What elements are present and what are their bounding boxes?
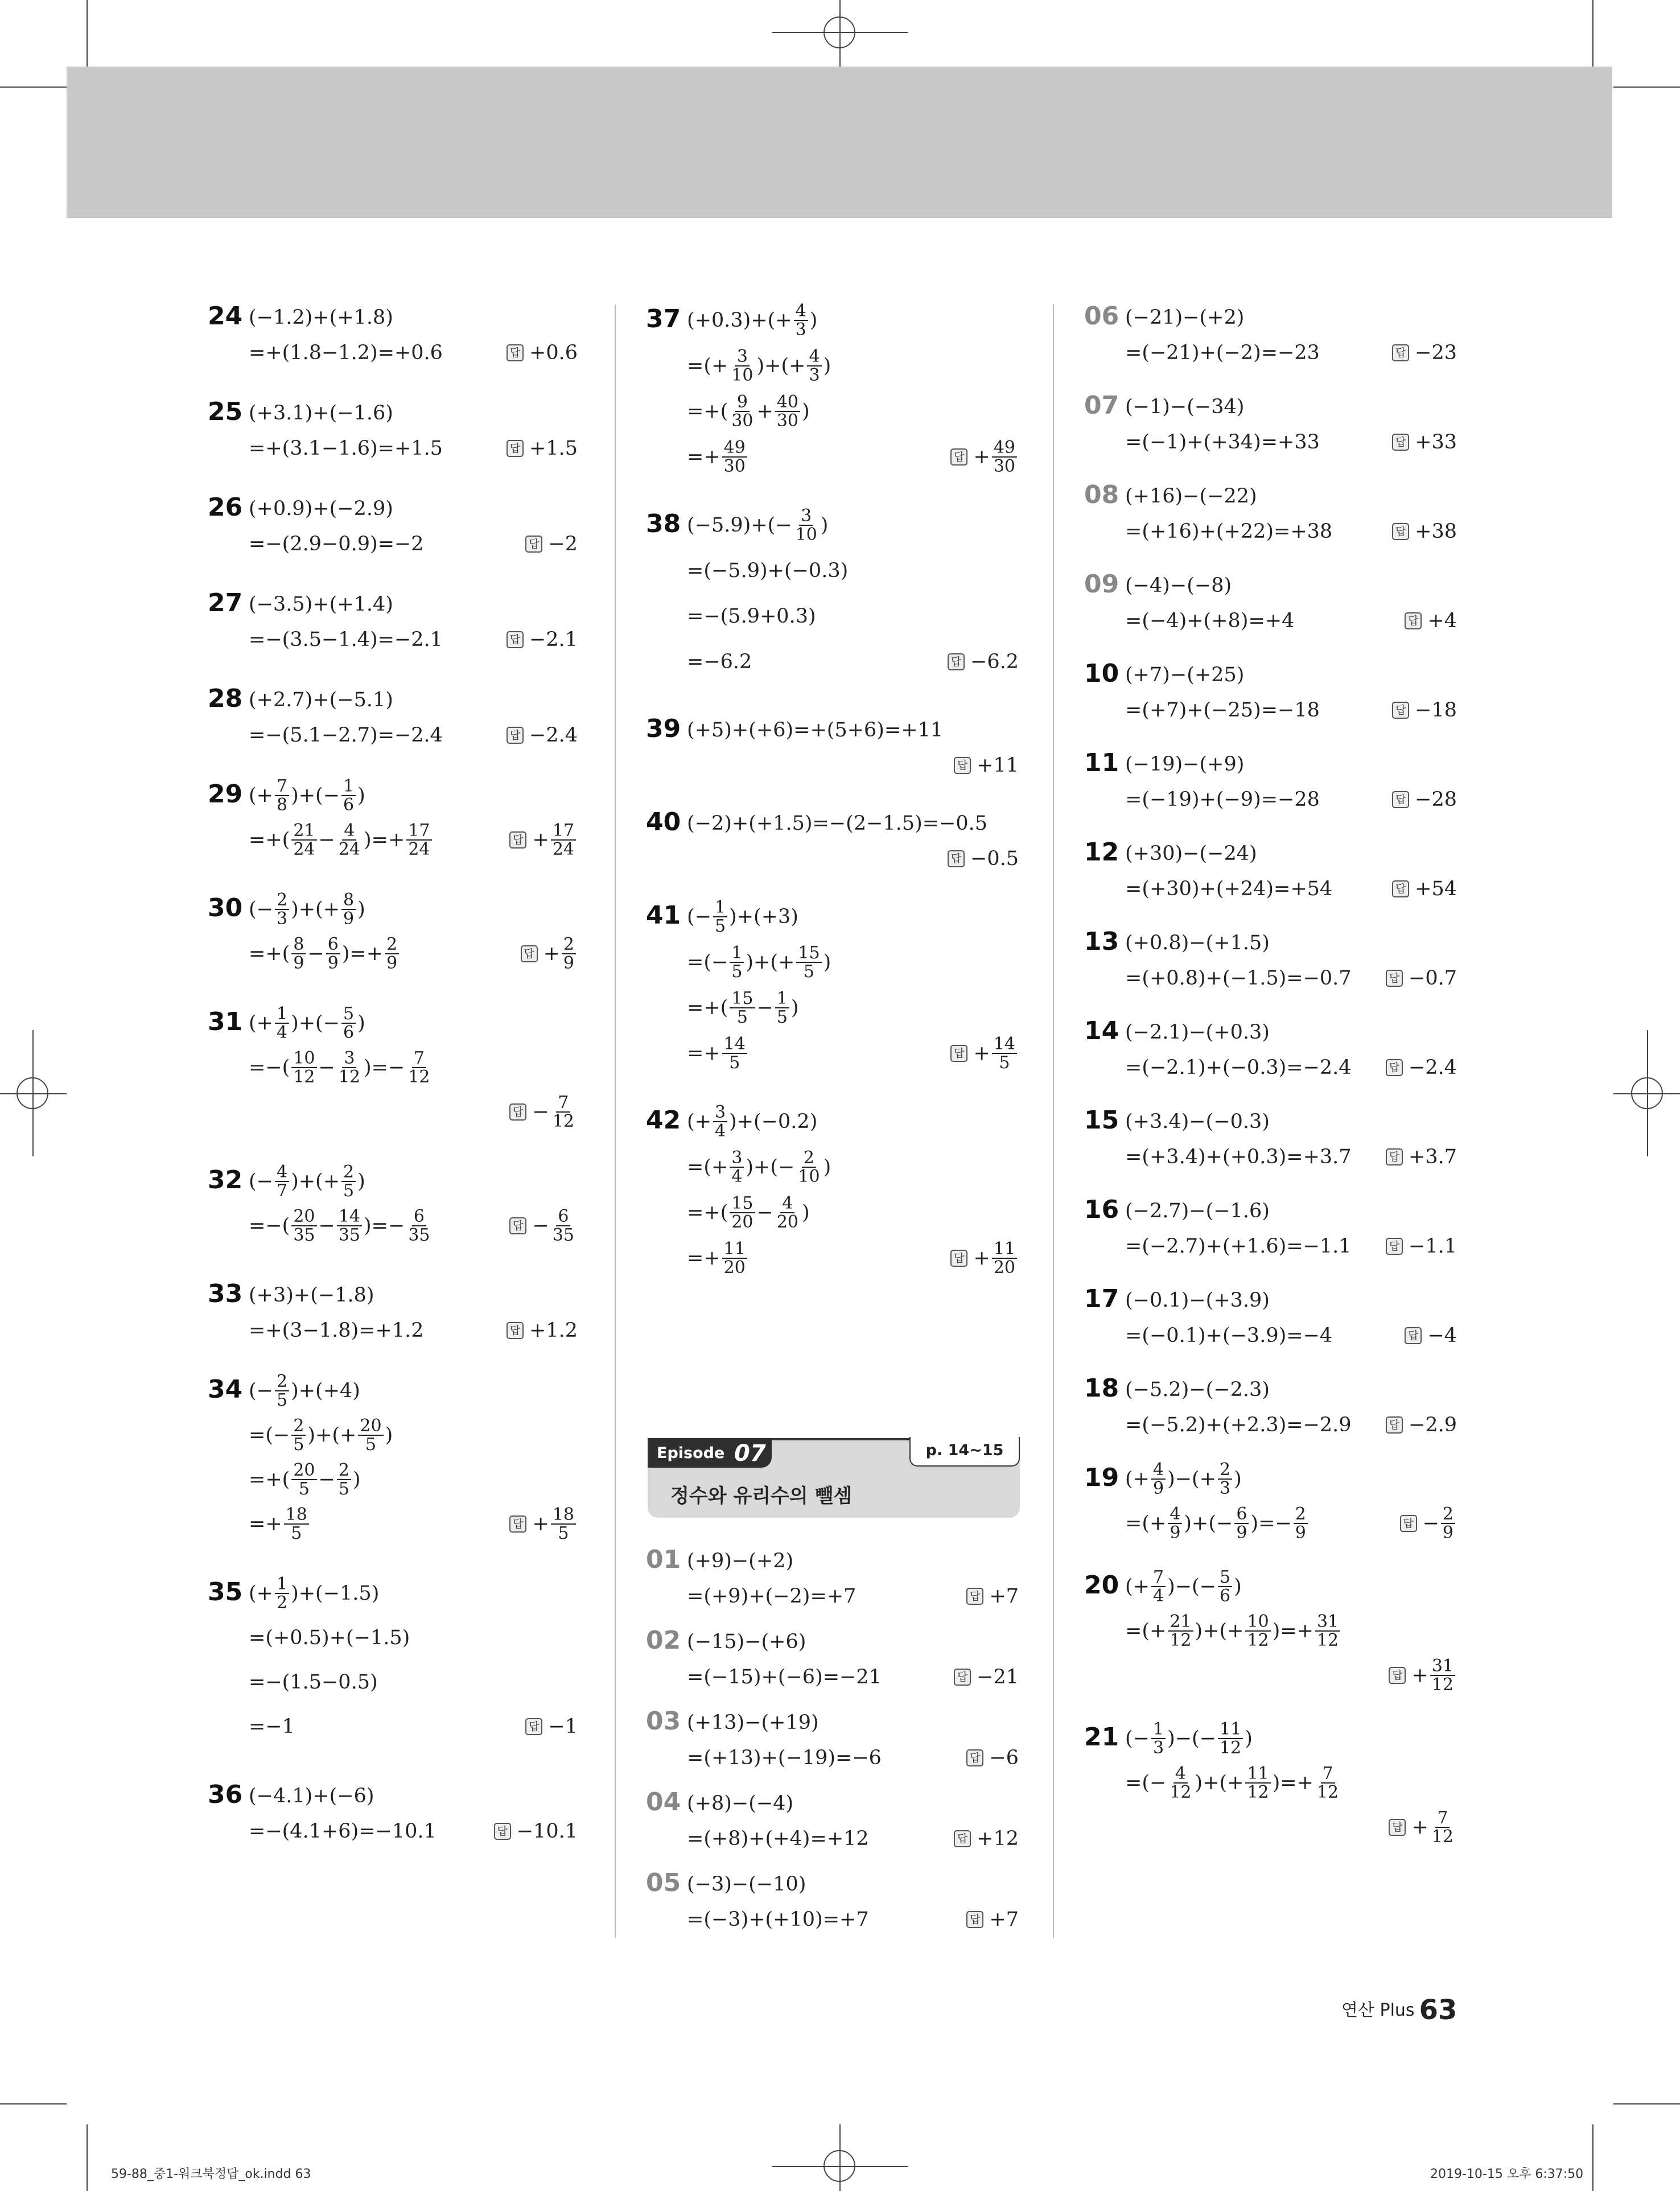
- expression-line: =(−3)+(+10)=+7: [687, 1908, 869, 1931]
- answer-mark-icon: 답: [525, 536, 542, 553]
- answer-mark-icon: 답: [954, 1830, 971, 1847]
- answer-mark-icon: 답: [507, 631, 524, 648]
- problem-18: [1084, 1374, 1457, 1450]
- answer: 답 + $\frac{14}{5}$: [950, 1031, 1019, 1076]
- answer-mark-icon: 답: [507, 344, 524, 361]
- expression-line: =(−4)+(+8)=+4: [1125, 609, 1295, 632]
- problem-13: [1084, 927, 1457, 1003]
- expression-line: =(+ $\frac{4}{9}$ )+(− $\frac{6}{9}$ )=− $\frac{2}{9}$: [1125, 1501, 1310, 1546]
- problem-31: [208, 1003, 578, 1146]
- expression-line: =(−15)+(−6)=−21: [687, 1665, 882, 1688]
- expression-line: =+(1.8−1.2)=+0.6: [249, 341, 443, 364]
- answer: 답 −23: [1392, 335, 1457, 370]
- expression-line: =(+8)+(+4)=+12: [687, 1827, 869, 1850]
- episode-title: 정수와 유리수의 뺄셈: [670, 1485, 853, 1508]
- problem-number: 18: [1084, 1374, 1119, 1403]
- expression-line: (+2.7)+(−5.1): [249, 688, 393, 711]
- answer: 답 −6.2: [948, 639, 1019, 685]
- problem-33: [208, 1279, 578, 1356]
- expression-line: =+( $\frac{15}{20}$ − $\frac{4}{20}$ ): [687, 1193, 810, 1232]
- expression-line: (−1.2)+(+1.8): [249, 306, 393, 329]
- expression-line: (+8)−(−4): [687, 1791, 794, 1815]
- problem-number: 30: [208, 893, 243, 922]
- answer: 답 −1: [525, 1704, 578, 1749]
- problem-number: 20: [1084, 1571, 1119, 1600]
- expression-line: =(+0.8)+(−1.5)=−0.7: [1125, 966, 1352, 990]
- expression-line: (+0.9)+(−2.9): [249, 497, 393, 520]
- expression-line: =(− $\frac{2}{5}$ )+(+ $\frac{20}{5}$ ): [249, 1415, 393, 1455]
- problem-17: [1084, 1284, 1457, 1361]
- crop-mark: [1592, 0, 1593, 67]
- answer-mark-icon: 답: [948, 850, 965, 867]
- problem-number: 37: [646, 304, 681, 333]
- answer-mark-icon: 답: [950, 1045, 967, 1062]
- answer-mark-icon: 답: [507, 1322, 524, 1339]
- expression-line: (− $\frac{1}{3}$ )−(− $\frac{11}{12}$ ): [1125, 1719, 1253, 1758]
- expression-line: =−( $\frac{10}{12}$ − $\frac{3}{12}$ )=− $\frac{7}{12}$: [249, 1048, 430, 1087]
- problem-41: [646, 897, 1019, 1089]
- crop-mark: [87, 0, 88, 67]
- expression-line: (+ $\frac{1}{4}$ )+(− $\frac{5}{6}$ ): [249, 1003, 365, 1043]
- expression-line: =(−5.2)+(+2.3)=−2.9: [1125, 1413, 1352, 1436]
- crop-mark: [0, 2103, 67, 2104]
- problem-02: [646, 1626, 1019, 1702]
- expression-line: =+( $\frac{15}{5}$ − $\frac{1}{5}$ ): [687, 988, 799, 1027]
- problem-39: [646, 714, 1019, 790]
- episode-page-ref: p. 14~15: [909, 1437, 1020, 1467]
- expression-line: (+13)−(+19): [687, 1711, 819, 1734]
- expression-line: =−(1.5−0.5): [249, 1670, 378, 1694]
- expression-line: (+5)+(+6)=+(5+6)=+11: [687, 718, 944, 742]
- expression-line: (−4)−(−8): [1125, 574, 1232, 597]
- answer: 답 + $\frac{7}{12}$: [1389, 1805, 1457, 1850]
- answer-mark-icon: 답: [1405, 612, 1422, 629]
- expression-line: =+( $\frac{21}{24}$ − $\frac{4}{24}$ )=+ $\frac{17}{24}$: [249, 818, 434, 862]
- expression-line: =−(5.9+0.3): [687, 604, 816, 628]
- problem-number: 12: [1084, 838, 1119, 867]
- problem-number: 42: [646, 1106, 681, 1135]
- expression-line: =(+30)+(+24)=+54: [1125, 877, 1333, 900]
- problem-10: [1084, 659, 1457, 735]
- problem-number: 02: [646, 1626, 681, 1655]
- problem-number: 16: [1084, 1195, 1119, 1224]
- answer-mark-icon: 답: [507, 440, 524, 457]
- problem-number: 19: [1084, 1463, 1119, 1492]
- problem-09: [1084, 570, 1457, 646]
- expression-line: (−2.7)−(−1.6): [1125, 1199, 1270, 1222]
- expression-line: (−2.1)−(+0.3): [1125, 1020, 1270, 1044]
- expression-line: =+(3.1−1.6)=+1.5: [249, 436, 443, 460]
- crop-mark: [0, 87, 67, 88]
- expression-line: (+3.4)−(−0.3): [1125, 1110, 1270, 1133]
- answer-mark-icon: 답: [948, 653, 965, 670]
- expression-line: =(−19)+(−9)=−28: [1125, 788, 1320, 811]
- expression-line: (+3.1)+(−1.6): [249, 401, 393, 425]
- problem-number: 24: [208, 302, 243, 331]
- problem-number: 05: [646, 1868, 681, 1897]
- expression-line: (− $\frac{1}{5}$ )+(+3): [687, 897, 798, 936]
- answer: 답 +54: [1392, 871, 1457, 907]
- problem-number: 34: [208, 1375, 243, 1404]
- problem-number: 33: [208, 1279, 243, 1308]
- answer: 답 +0.6: [507, 335, 578, 370]
- answer-mark-icon: 답: [494, 1823, 511, 1840]
- answer-mark-icon: 답: [1389, 1819, 1406, 1836]
- problem-21: [1084, 1719, 1457, 1861]
- episode-header: [648, 1438, 1020, 1518]
- expression-line: (− $\frac{2}{5}$ )+(+4): [249, 1371, 360, 1410]
- problem-number: 38: [646, 509, 681, 538]
- expression-line: =−(3.5−1.4)=−2.1: [249, 628, 443, 651]
- answer: 답 −6: [966, 1740, 1019, 1776]
- problem-number: 26: [208, 493, 243, 522]
- expression-line: (+ $\frac{7}{4}$ )−(− $\frac{5}{6}$ ): [1125, 1567, 1242, 1606]
- answer-mark-icon: 답: [966, 1911, 983, 1928]
- problem-26: [208, 493, 578, 569]
- expression-line: =(+0.5)+(−1.5): [249, 1626, 410, 1649]
- problem-25: [208, 397, 578, 473]
- answer-mark-icon: 답: [966, 1749, 983, 1766]
- answer: 답 − $\frac{2}{9}$: [1400, 1501, 1457, 1546]
- problem-14: [1084, 1016, 1457, 1093]
- expression-line: (+7)−(+25): [1125, 663, 1245, 686]
- page-number: 63: [1419, 1994, 1457, 2026]
- answer-mark-icon: 답: [950, 448, 967, 466]
- answer: 답 −2.9: [1386, 1407, 1457, 1443]
- expression-line: =(+7)+(−25)=−18: [1125, 698, 1320, 722]
- answer-mark-icon: 답: [1386, 1148, 1403, 1165]
- expression-line: (−2)+(+1.5)=−(2−1.5)=−0.5: [687, 812, 988, 835]
- answer: 답 +11: [954, 748, 1019, 783]
- answer-mark-icon: 답: [954, 1669, 971, 1686]
- problem-number: 25: [208, 397, 243, 426]
- problem-15: [1084, 1106, 1457, 1182]
- problem-03: [646, 1707, 1019, 1783]
- answer-mark-icon: 답: [1400, 1515, 1417, 1532]
- answer-mark-icon: 답: [1392, 344, 1409, 361]
- problem-36: [208, 1780, 578, 1856]
- problem-37: [646, 300, 1019, 492]
- expression-line: (−1)−(−34): [1125, 395, 1245, 418]
- column-divider: [1053, 304, 1054, 1938]
- expression-line: (−5.9)+(− $\frac{3}{10}$ ): [687, 505, 829, 545]
- answer-mark-icon: 답: [1392, 880, 1409, 897]
- expression-line: =(+16)+(+22)=+38: [1125, 520, 1333, 543]
- problem-32: [208, 1162, 578, 1260]
- crop-mark: [1613, 2103, 1680, 2104]
- expression-line: =−1: [249, 1715, 295, 1738]
- problem-20: [1084, 1567, 1457, 1710]
- expression-line: =+( $\frac{8}{9}$ − $\frac{6}{9}$ )=+ $\frac{2}{9}$: [249, 932, 401, 976]
- expression-line: =(−2.1)+(−0.3)=−2.4: [1125, 1056, 1352, 1079]
- expression-line: (+ $\frac{4}{9}$ )−(+ $\frac{2}{3}$ ): [1125, 1459, 1242, 1498]
- problem-number: 29: [208, 780, 243, 809]
- expression-line: (−3.5)+(+1.4): [249, 592, 393, 616]
- expression-line: =(+ $\frac{21}{12}$ )+(+ $\frac{10}{12}$ )=+ $\frac{31}{12}$: [1125, 1609, 1342, 1653]
- problem-number: 07: [1084, 391, 1119, 420]
- problem-24: [208, 302, 578, 378]
- problem-number: 14: [1084, 1016, 1119, 1045]
- answer: 답 + $\frac{49}{30}$: [950, 434, 1019, 480]
- problem-number: 35: [208, 1578, 243, 1607]
- page-footer: [1341, 1994, 1457, 2026]
- answer-mark-icon: 답: [1392, 791, 1409, 808]
- answer: 답 −2: [525, 526, 578, 562]
- problem-27: [208, 588, 578, 665]
- problem-40: [646, 808, 1019, 884]
- problem-number: 39: [646, 714, 681, 743]
- problem-number: 01: [646, 1545, 681, 1574]
- expression-line: (−15)−(+6): [687, 1630, 806, 1653]
- problem-number: 36: [208, 1780, 243, 1809]
- slug-file: 59-88_중1-워크북정답_ok.indd 63: [111, 2167, 311, 2181]
- problem-number: 27: [208, 588, 243, 617]
- episode-number: 07: [734, 1440, 766, 1467]
- answer: 답 −0.5: [948, 841, 1019, 876]
- expression-line: =+ $\frac{11}{20}$: [687, 1235, 749, 1281]
- answer: 답 −0.7: [1386, 961, 1457, 996]
- header-banner: [67, 67, 1612, 218]
- problem-06: [1084, 302, 1457, 378]
- answer: 답 +1.2: [507, 1313, 578, 1348]
- problem-42: [646, 1102, 1019, 1294]
- answer-mark-icon: 답: [509, 1515, 526, 1533]
- problem-number: 03: [646, 1707, 681, 1736]
- column-divider: [615, 304, 616, 1938]
- answer-mark-icon: 답: [954, 757, 971, 774]
- problem-08: [1084, 480, 1457, 557]
- expression-line: =(+ $\frac{3}{10}$ )+(+ $\frac{4}{3}$ ): [687, 346, 831, 385]
- problem-11: [1084, 748, 1457, 825]
- expression-line: (−3)−(−10): [687, 1872, 806, 1896]
- problem-05: [646, 1868, 1019, 1945]
- expression-line: =(−21)+(−2)=−23: [1125, 341, 1320, 364]
- expression-line: =+ $\frac{18}{5}$: [249, 1502, 311, 1546]
- answer: 답 + $\frac{2}{9}$: [521, 932, 578, 976]
- expression-line: (−0.1)−(+3.9): [1125, 1288, 1270, 1312]
- problem-16: [1084, 1195, 1457, 1271]
- answer: 답 − $\frac{7}{12}$: [509, 1090, 578, 1134]
- expression-line: (+ $\frac{7}{8}$ )+(− $\frac{1}{6}$ ): [249, 776, 365, 815]
- expression-line: =(+3.4)+(+0.3)=+3.7: [1125, 1145, 1352, 1168]
- answer-mark-icon: 답: [1405, 1327, 1422, 1344]
- registration-line: [1647, 1030, 1648, 1156]
- answer: 답 +12: [954, 1821, 1019, 1856]
- expression-line: (−5.2)−(−2.3): [1125, 1378, 1270, 1401]
- episode-tag: [648, 1438, 772, 1468]
- problem-34: [208, 1371, 578, 1558]
- answer-mark-icon: 답: [509, 831, 526, 849]
- problem-number: 04: [646, 1788, 681, 1817]
- answer-mark-icon: 답: [1386, 970, 1403, 987]
- expression-line: =(+ $\frac{3}{4}$ )+(− $\frac{2}{10}$ ): [687, 1147, 831, 1187]
- problem-35: [208, 1574, 578, 1761]
- problem-04: [646, 1788, 1019, 1864]
- episode-label: Episode: [657, 1444, 725, 1462]
- problem-number: 09: [1084, 570, 1119, 599]
- expression-line: =+( $\frac{9}{30}$ + $\frac{40}{30}$ ): [687, 392, 810, 431]
- expression-line: (− $\frac{4}{7}$ )+(+ $\frac{2}{5}$ ): [249, 1162, 365, 1201]
- answer: 답 −2.1: [507, 622, 578, 657]
- answer: 답 + $\frac{18}{5}$: [509, 1502, 578, 1546]
- answer-mark-icon: 답: [1392, 523, 1409, 540]
- answer: 답 +4: [1405, 603, 1457, 639]
- answer: 답 −10.1: [494, 1814, 578, 1849]
- problem-number: 10: [1084, 659, 1119, 688]
- answer: 답 +33: [1392, 425, 1457, 460]
- expression-line: =+( $\frac{20}{5}$ − $\frac{2}{5}$ ): [249, 1460, 361, 1499]
- expression-line: =(−5.9)+(−0.3): [687, 559, 849, 582]
- answer: 답 −2.4: [507, 718, 578, 753]
- expression-line: (−21)−(+2): [1125, 306, 1245, 329]
- problem-number: 13: [1084, 927, 1119, 956]
- expression-line: (−4.1)+(−6): [249, 1784, 374, 1807]
- crop-mark: [87, 2124, 88, 2191]
- answer: 답 −4: [1405, 1318, 1457, 1353]
- answer-mark-icon: 답: [1392, 702, 1409, 719]
- answer: 답 +3.7: [1386, 1139, 1457, 1175]
- expression-line: (+ $\frac{1}{2}$ )+(−1.5): [249, 1574, 380, 1613]
- answer-mark-icon: 답: [1386, 1059, 1403, 1076]
- answer-mark-icon: 답: [1386, 1238, 1403, 1255]
- expression-line: (+0.8)−(+1.5): [1125, 931, 1270, 954]
- expression-line: (+0.3)+(+ $\frac{4}{3}$ ): [687, 300, 818, 340]
- answer-mark-icon: 답: [509, 1103, 526, 1121]
- answer-mark-icon: 답: [1392, 434, 1409, 451]
- answer: 답 −1.1: [1386, 1229, 1457, 1264]
- answer: 답 +7: [966, 1902, 1019, 1937]
- answer: 답 −2.4: [1386, 1050, 1457, 1085]
- expression-line: =(−1)+(+34)=+33: [1125, 430, 1320, 454]
- expression-line: (+3)+(−1.8): [249, 1283, 374, 1307]
- expression-line: (+16)−(−22): [1125, 484, 1257, 508]
- expression-line: =(+9)+(−2)=+7: [687, 1584, 857, 1608]
- problem-07: [1084, 391, 1457, 467]
- expression-line: =(− $\frac{1}{5}$ )+(+ $\frac{15}{5}$ ): [687, 942, 831, 982]
- expression-line: =(− $\frac{4}{12}$ )+(+ $\frac{11}{12}$ )=+ $\frac{7}{12}$: [1125, 1763, 1339, 1802]
- problem-number: 40: [646, 808, 681, 837]
- answer-mark-icon: 답: [507, 727, 524, 744]
- problem-number: 08: [1084, 480, 1119, 509]
- problem-29: [208, 776, 578, 874]
- answer: 답 +1.5: [507, 431, 578, 466]
- registration-line: [839, 0, 841, 67]
- slug-date: 2019-10-15 오후 6:37:50: [1430, 2167, 1584, 2181]
- registration-line: [839, 2124, 841, 2191]
- answer-mark-icon: 답: [1386, 1416, 1403, 1434]
- expression-line: =+ $\frac{14}{5}$: [687, 1031, 749, 1076]
- problem-number: 11: [1084, 748, 1119, 777]
- answer-mark-icon: 답: [966, 1588, 983, 1605]
- problem-38: [646, 505, 1019, 697]
- book-name: 연산 Plus: [1341, 2000, 1415, 2020]
- answer: 답 −18: [1392, 693, 1457, 728]
- problem-number: 17: [1084, 1284, 1119, 1313]
- problem-number: 31: [208, 1007, 243, 1036]
- problem-number: 15: [1084, 1106, 1119, 1135]
- expression-line: =−(4.1+6)=−10.1: [249, 1819, 437, 1843]
- answer: 답 + $\frac{31}{12}$: [1389, 1653, 1457, 1698]
- answer: 답 +7: [966, 1579, 1019, 1614]
- expression-line: (− $\frac{2}{3}$ )+(+ $\frac{8}{9}$ ): [249, 889, 365, 929]
- answer-mark-icon: 답: [509, 1217, 526, 1234]
- problem-number: 06: [1084, 302, 1119, 331]
- expression-line: =−(2.9−0.9)=−2: [249, 532, 424, 555]
- expression-line: =+ $\frac{49}{30}$: [687, 434, 749, 480]
- answer: 답 +38: [1392, 514, 1457, 549]
- answer: 답 + $\frac{11}{20}$: [950, 1235, 1019, 1281]
- problem-19: [1084, 1459, 1457, 1558]
- problem-number: 32: [208, 1165, 243, 1195]
- expression-line: =−( $\frac{20}{35}$ − $\frac{14}{35}$ )=− $\frac{6}{35}$: [249, 1206, 430, 1245]
- crop-mark: [1592, 2124, 1593, 2191]
- problem-01: [646, 1545, 1019, 1621]
- problem-number: 21: [1084, 1723, 1119, 1752]
- problem-number: 28: [208, 684, 243, 713]
- expression-line: =(−2.7)+(+1.6)=−1.1: [1125, 1234, 1352, 1258]
- answer: 답 −21: [954, 1659, 1019, 1695]
- expression-line: =−6.2: [687, 650, 752, 673]
- expression-line: (+30)−(−24): [1125, 842, 1257, 865]
- expression-line: (+9)−(+2): [687, 1549, 794, 1572]
- problem-number: 41: [646, 901, 681, 930]
- answer: 답 + $\frac{17}{24}$: [509, 818, 578, 862]
- problem-12: [1084, 838, 1457, 914]
- expression-line: =+(3−1.8)=+1.2: [249, 1319, 424, 1342]
- registration-line: [32, 1030, 34, 1156]
- answer-mark-icon: 답: [1389, 1667, 1406, 1684]
- answer: 답 −28: [1392, 782, 1457, 817]
- answer-mark-icon: 답: [525, 1718, 542, 1735]
- expression-line: =(−0.1)+(−3.9)=−4: [1125, 1324, 1333, 1347]
- answer: 답 − $\frac{6}{35}$: [509, 1204, 578, 1248]
- expression-line: =−(5.1−2.7)=−2.4: [249, 723, 443, 747]
- expression-line: (+ $\frac{3}{4}$ )+(−0.2): [687, 1102, 818, 1141]
- crop-mark: [1613, 87, 1680, 88]
- expression-line: =(+13)+(−19)=−6: [687, 1746, 882, 1769]
- answer-mark-icon: 답: [950, 1250, 967, 1267]
- expression-line: (−19)−(+9): [1125, 752, 1245, 776]
- answer-mark-icon: 답: [521, 945, 538, 962]
- problem-30: [208, 889, 578, 988]
- problem-28: [208, 684, 578, 760]
